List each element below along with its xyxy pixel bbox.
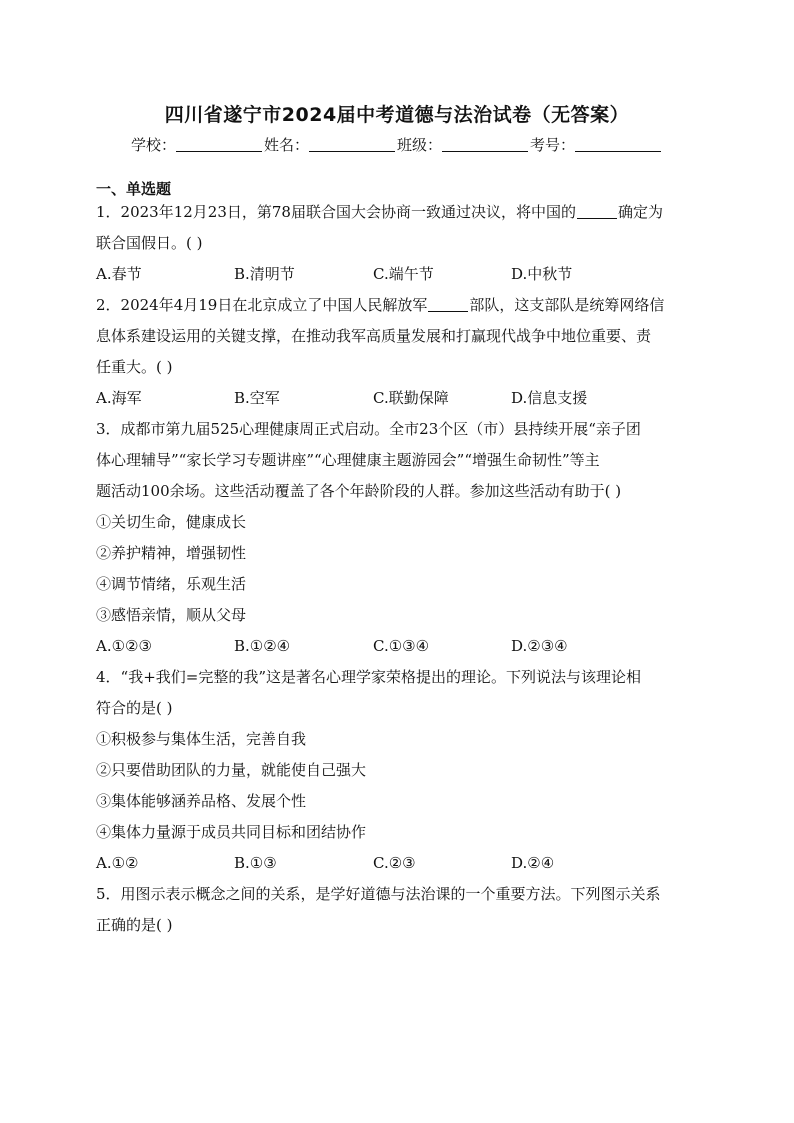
q4-option-d: D.②④ — [511, 854, 555, 872]
q1-text-2: 联合国假日。( ) — [96, 234, 203, 252]
q4-option-b: B.①③ — [234, 854, 277, 872]
class-blank — [442, 137, 528, 152]
q3-statement-4: ③感悟亲情，顺从父母 — [96, 606, 247, 624]
q4-statement-2: ②只要借助团队的力量，就能使自己强大 — [96, 761, 367, 779]
q4-statement-3: ③集体能够涵养品格、发展个性 — [96, 792, 307, 810]
class-label: 班级： — [397, 136, 443, 154]
question-5 — [96, 879, 701, 941]
q2-option-c: C.联勤保障 — [373, 389, 449, 407]
name-blank — [309, 137, 395, 152]
q3-option-d: D.②③④ — [511, 637, 568, 655]
q4-text-1: 4．“我+我们=完整的我”这是著名心理学家荣格提出的理论。下列说法与该理论相 — [96, 668, 642, 686]
q1-option-d: D.中秋节 — [511, 265, 573, 283]
q2-option-d: D.信息支援 — [511, 389, 588, 407]
number-blank — [575, 137, 661, 152]
question-3 — [96, 414, 701, 507]
q3-option-c: C.①③④ — [373, 637, 430, 655]
q4-option-c: C.②③ — [373, 854, 416, 872]
q2-text-3: 任重大。( ) — [96, 358, 173, 376]
q4-statement-1: ①积极参与集体生活，完善自我 — [96, 730, 307, 748]
q1-fill-blank — [577, 202, 617, 219]
question-4 — [96, 662, 701, 724]
q3-text-1: 3．成都市第九届525心理健康周正式启动。全市23个区（市）县持续开展“亲子团 — [96, 420, 641, 438]
q3-text-3: 题活动100余场。这些活动覆盖了各个年龄阶段的人群。参加这些活动有助于( ) — [96, 482, 622, 500]
q2-text-2: 息体系建设运用的关键支撑，在推动我军高质量发展和打赢现代战争中地位重要、责 — [96, 327, 652, 345]
number-label: 考号： — [530, 136, 576, 154]
q4-statement-4: ④集体力量源于成员共同目标和团结协作 — [96, 823, 367, 841]
question-2 — [96, 290, 701, 383]
q1-option-b: B.清明节 — [234, 265, 295, 283]
q4-option-a: A.①② — [96, 854, 139, 872]
q2-option-a: A.海军 — [96, 389, 142, 407]
q2-text-b: 部队，这支部队是统筹网络信 — [469, 296, 665, 314]
section-heading: 一、单选题 — [96, 180, 172, 198]
school-blank — [176, 137, 262, 152]
q3-option-b: B.①②④ — [234, 637, 291, 655]
q3-statement-3: ④调节情绪，乐观生活 — [96, 575, 247, 593]
school-label: 学校： — [130, 136, 176, 154]
q1-option-c: C.端午节 — [373, 265, 434, 283]
q3-statement-1: ①关切生命，健康成长 — [96, 513, 247, 531]
q1-text-b: 确定为 — [617, 203, 663, 221]
q2-fill-blank — [428, 295, 468, 312]
q5-text-1: 5．用图示表示概念之间的关系，是学好道德与法治课的一个重要方法。下列图示关系 — [96, 885, 661, 903]
q1-option-a: A.春节 — [96, 265, 142, 283]
q2-text-a: 2．2024年4月19日在北京成立了中国人民解放军 — [96, 296, 428, 314]
student-info-row — [0, 134, 794, 155]
q4-text-2: 符合的是( ) — [96, 699, 173, 717]
question-1 — [96, 197, 701, 259]
name-label: 姓名： — [263, 136, 309, 154]
q3-statement-2: ②养护精神，增强韧性 — [96, 544, 247, 562]
q3-option-a: A.①②③ — [96, 637, 152, 655]
q2-option-b: B.空军 — [234, 389, 280, 407]
q1-text-a: 1．2023年12月23日，第78届联合国大会协商一致通过决议，将中国的 — [96, 203, 576, 221]
q5-text-2: 正确的是( ) — [96, 916, 173, 934]
page-title: 四川省遂宁市2024届中考道德与法治试卷（无答案） — [164, 104, 630, 126]
q3-text-2: 体心理辅导”“家长学习专题讲座”“心理健康主题游园会”“增强生命韧性”等主 — [96, 451, 600, 469]
